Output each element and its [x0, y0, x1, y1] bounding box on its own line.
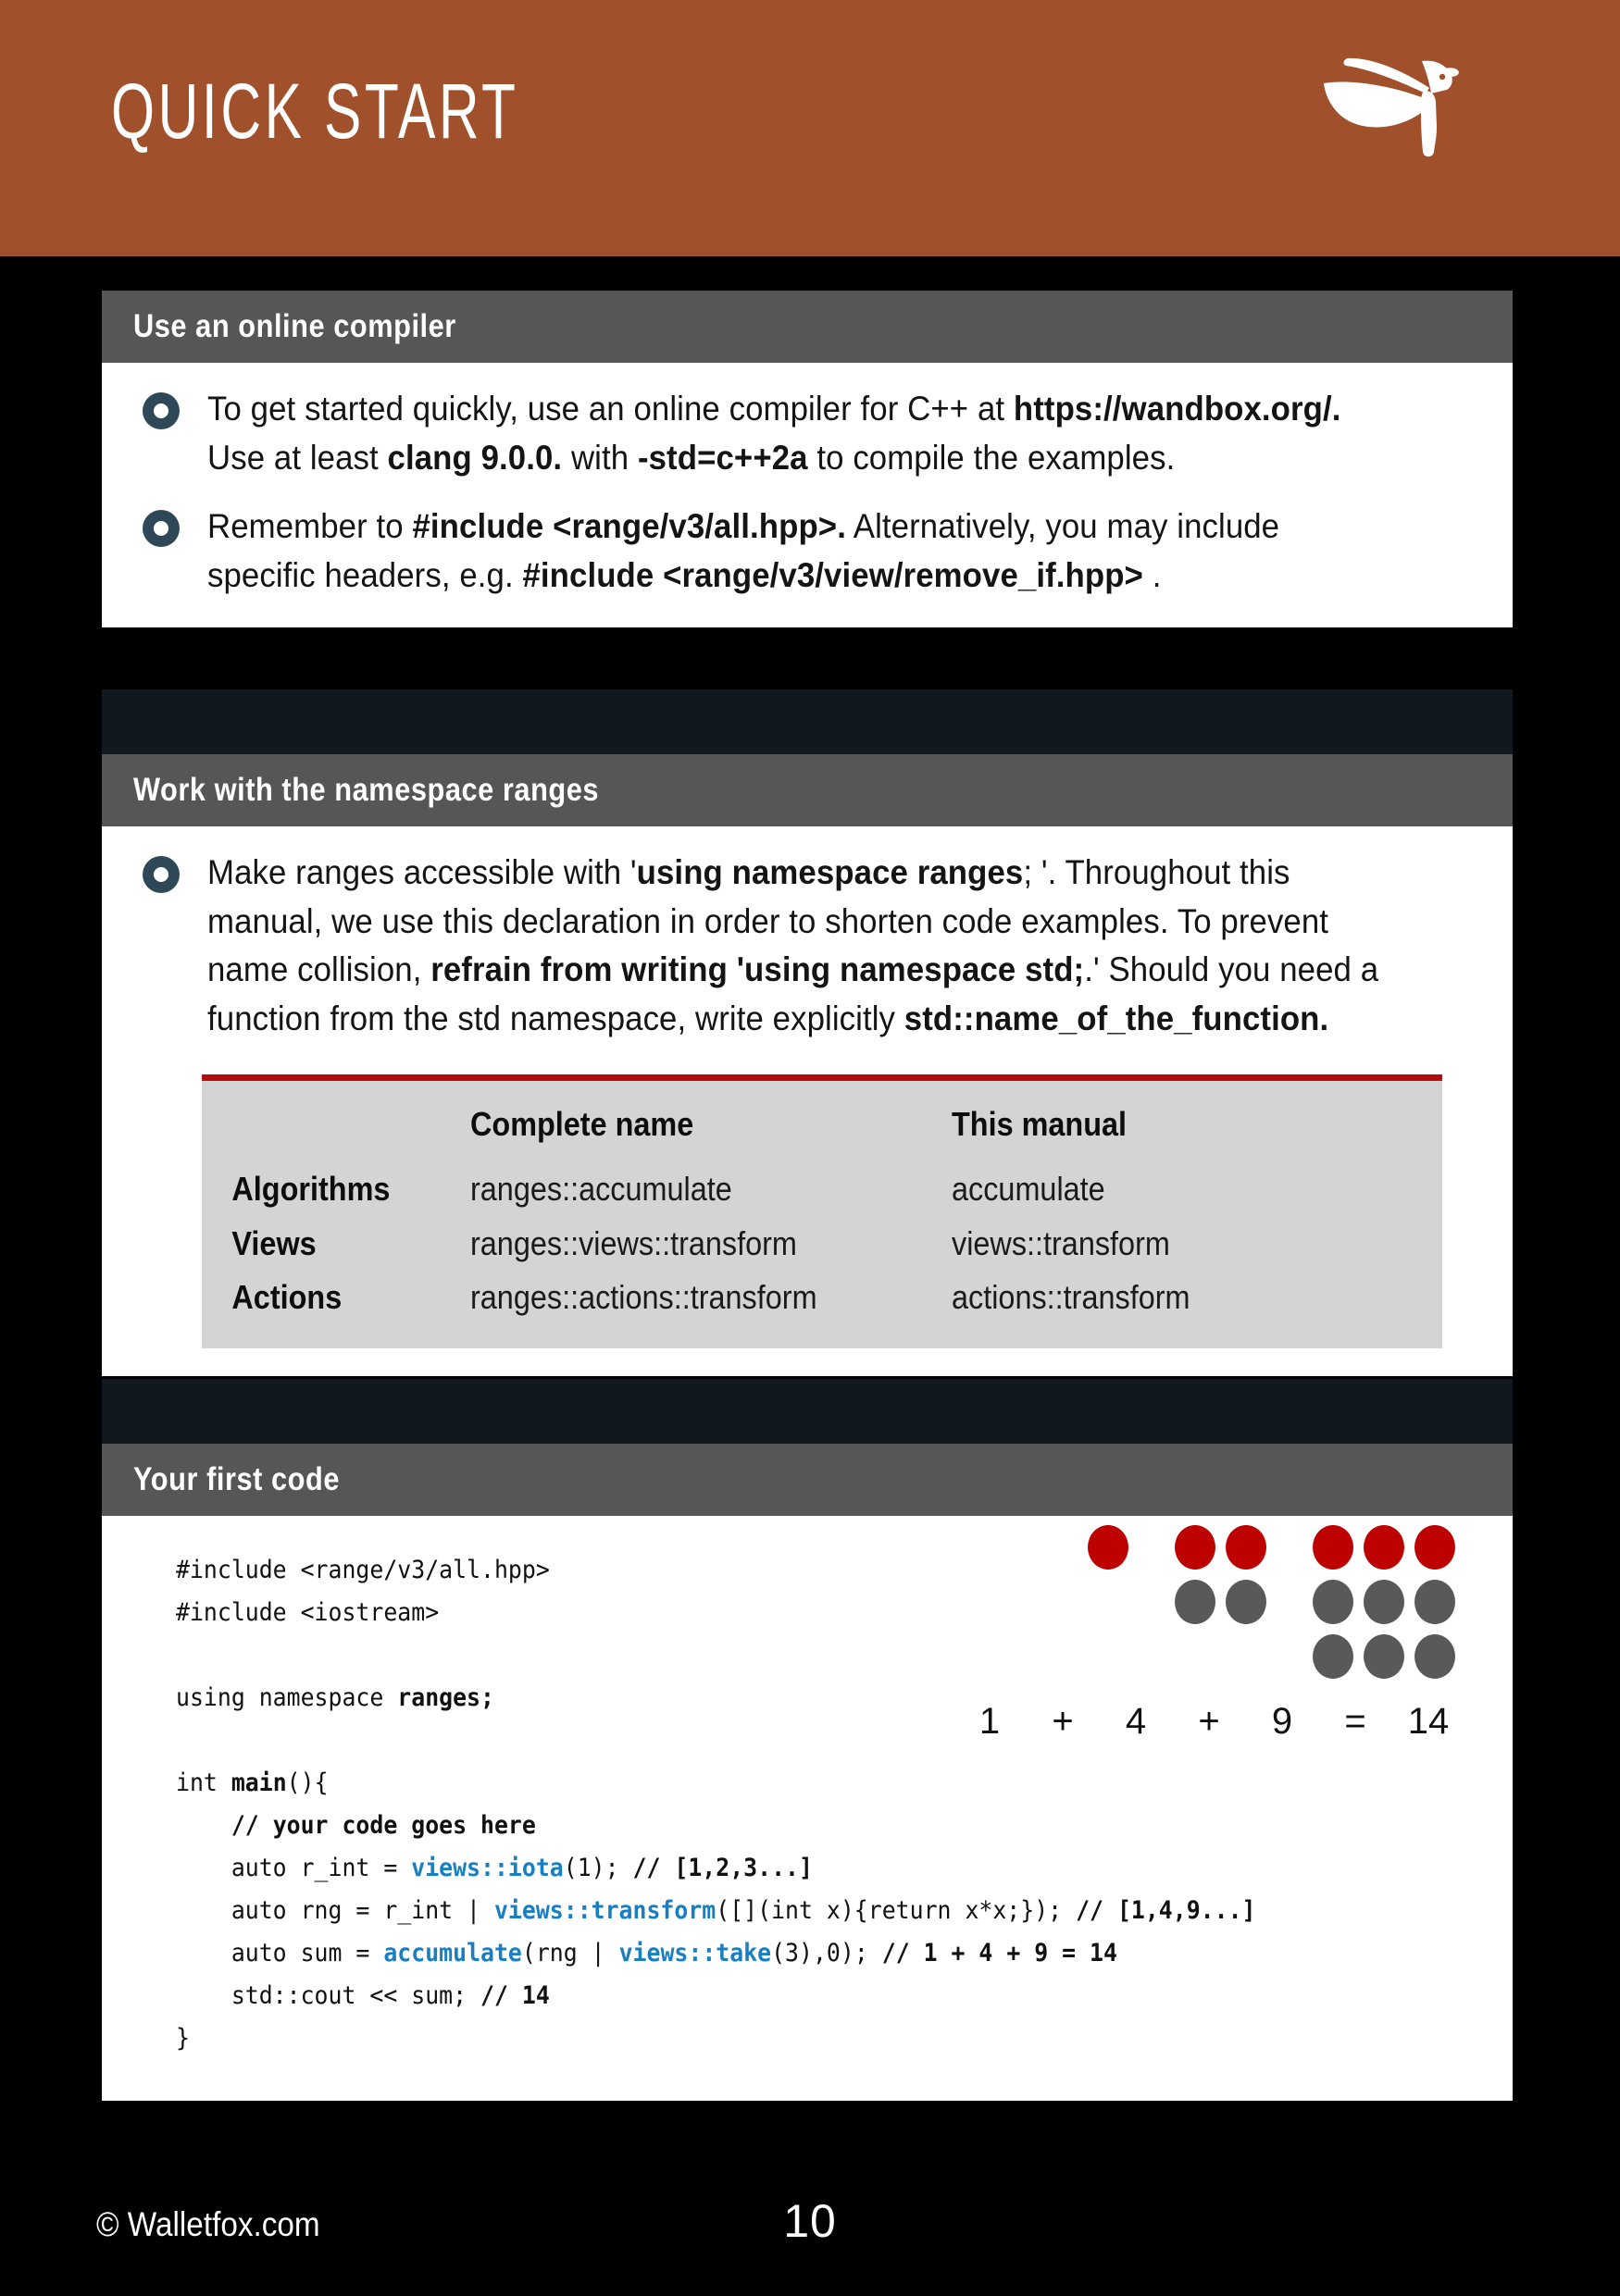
- table-cell-complete-name: ranges::actions::transform: [470, 1278, 817, 1317]
- red-dot-icon: [1175, 1525, 1215, 1570]
- dot-row: [1313, 1580, 1455, 1624]
- gray-dot-icon: [1313, 1634, 1353, 1679]
- equation-number: 1: [978, 1701, 1001, 1742]
- dot-equation: [953, 1701, 1472, 1743]
- section-title: Use an online compiler: [133, 308, 456, 344]
- bullet-ring-icon: [143, 856, 180, 893]
- bullet-text: To get started quickly, use an online compiler for C++ at https://wandbox.org/. Use at least clang 9.0.0. with -std=c++2a to compile the examples.: [207, 390, 1341, 477]
- copyright-text: © Walletfox.com: [96, 2205, 320, 2243]
- bullet-item: [133, 385, 1461, 482]
- section-title: Work with the namespace ranges: [133, 772, 600, 808]
- equation-operator: +: [1052, 1701, 1074, 1742]
- gray-dot-icon: [1364, 1634, 1404, 1679]
- page-header: [0, 0, 1620, 256]
- dot-row: [1313, 1525, 1455, 1570]
- gray-dot-icon: [1414, 1634, 1455, 1679]
- table-cell-complete-name: ranges::views::transform: [470, 1223, 797, 1262]
- section-body-namespace-ranges: [102, 826, 1513, 1376]
- bullet-text: Make ranges accessible with 'using namespace ranges; '. Throughout this manual, we use this declaration in order to shorten code examples. To prevent name collision, refrain from writing 'using namespace std;.' Should you need a function from the std namespace, write explicitly std::name_of_the_function.: [207, 853, 1379, 1037]
- red-dot-icon: [1364, 1525, 1404, 1570]
- table-cell-this-manual: accumulate: [952, 1170, 1105, 1209]
- section-online-compiler: [102, 291, 1513, 627]
- code-listing: #include <range/v3/all.hpp> #include <iostream> using namespace ranges; int main(){ // your code goes here auto r_int = views::iota(1); // [1,2,3...] auto rng = r_int | views::transform([](int x){return x*x;}); // [1,4,9...] auto sum = accumulate(rng | views::take(3),0); // 1 + 4 + 9 = 14 std::cout << sum; // 14 }: [176, 1556, 1256, 2053]
- equation-number: 14: [1407, 1701, 1450, 1742]
- dot-row: [1175, 1580, 1266, 1624]
- table-cell-category: Actions: [231, 1278, 343, 1317]
- page-footer: [0, 2185, 1620, 2296]
- red-dot-icon: [1088, 1525, 1128, 1570]
- dot-group: [1175, 1525, 1266, 1624]
- table-cell-complete-name: ranges::accumulate: [470, 1170, 732, 1209]
- section-divider: [102, 1379, 1513, 1444]
- section-header-online-compiler: [102, 291, 1513, 363]
- red-dot-icon: [1226, 1525, 1266, 1570]
- table-header-complete-name: Complete name: [470, 1105, 694, 1144]
- section-divider: [102, 689, 1513, 754]
- dot-groups: [953, 1525, 1472, 1679]
- hummingbird-logo-icon: [1313, 35, 1461, 165]
- page-title: QUICK START: [111, 68, 519, 155]
- dot-row: [1088, 1525, 1128, 1570]
- section-header-first-code: [102, 1444, 1513, 1516]
- table-row: [202, 1271, 1442, 1324]
- dot-row: [1313, 1634, 1455, 1679]
- table-cell-this-manual: actions::transform: [952, 1278, 1190, 1317]
- red-dot-icon: [1414, 1525, 1455, 1570]
- section-body-first-code: [102, 1516, 1513, 2101]
- naming-table: [202, 1074, 1442, 1348]
- dot-group: [1088, 1525, 1128, 1570]
- equation-operator: =: [1344, 1701, 1366, 1742]
- section-title: Your first code: [133, 1461, 340, 1497]
- dot-diagram: [953, 1525, 1472, 1743]
- gray-dot-icon: [1313, 1580, 1353, 1624]
- gray-dot-icon: [1226, 1580, 1266, 1624]
- section-header-namespace-ranges: [102, 754, 1513, 826]
- gray-dot-icon: [1364, 1580, 1404, 1624]
- page-number: 10: [783, 2195, 837, 2247]
- table-row: [202, 1217, 1442, 1271]
- table-cell-category: Views: [231, 1223, 317, 1262]
- section-namespace-ranges: [102, 754, 1513, 1376]
- bullet-ring-icon: [143, 392, 180, 429]
- table-header-row: [202, 1098, 1442, 1162]
- table-row: [202, 1162, 1442, 1216]
- gray-dot-icon: [1175, 1580, 1215, 1624]
- bullet-ring-icon: [143, 510, 180, 547]
- gray-dot-icon: [1414, 1580, 1455, 1624]
- dot-group: [1313, 1525, 1455, 1679]
- dot-row: [1175, 1525, 1266, 1570]
- equation-number: 4: [1125, 1701, 1147, 1742]
- table-cell-category: Algorithms: [231, 1170, 391, 1209]
- equation-number: 9: [1271, 1701, 1293, 1742]
- section-first-code: [102, 1444, 1513, 2101]
- table-cell-this-manual: views::transform: [952, 1223, 1170, 1262]
- bullet-item: [133, 503, 1461, 600]
- section-body-online-compiler: [102, 363, 1513, 627]
- table-header-this-manual: This manual: [952, 1105, 1128, 1144]
- red-dot-icon: [1313, 1525, 1353, 1570]
- bullet-item: [133, 849, 1461, 1043]
- equation-operator: +: [1198, 1701, 1220, 1742]
- bullet-text: Remember to #include <range/v3/all.hpp>. Alternatively, you may include specific headers, e.g. #include <range/v3/view/remove_if.hpp> .: [207, 507, 1280, 594]
